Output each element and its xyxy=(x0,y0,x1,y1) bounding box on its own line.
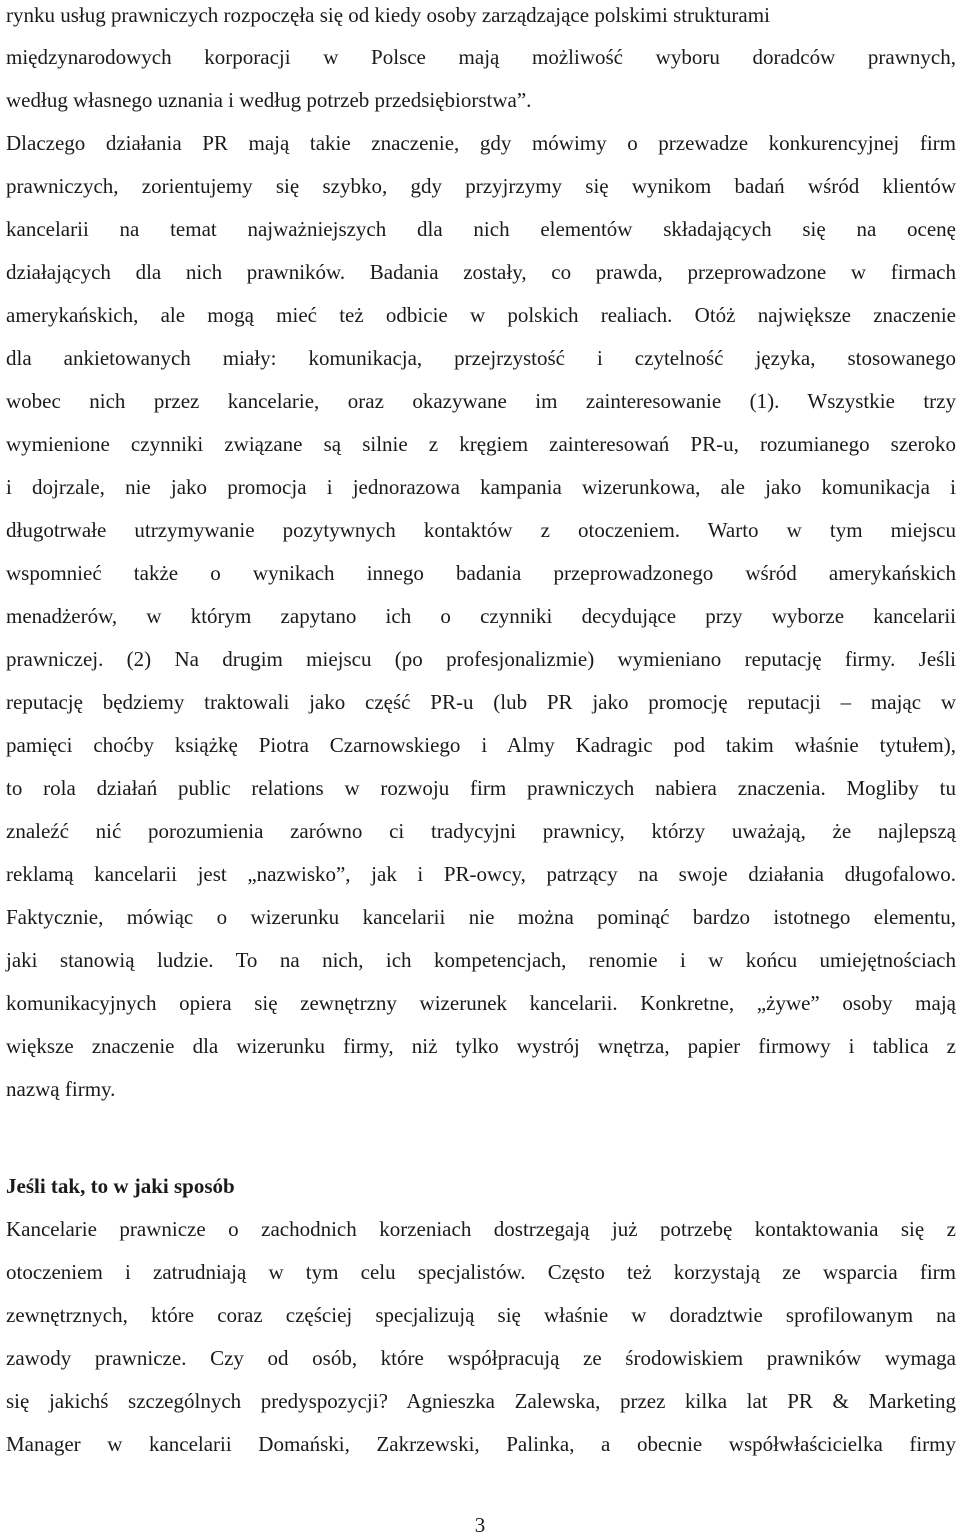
paragraph-line: rynku usług prawniczych rozpoczęła się od kiedy osoby zarządzające polskimi strukturami xyxy=(6,3,770,27)
paragraph-line: jaki stanowią ludzie. To na nich, ich kompetencjach, renomie i w końcu umiejętnościach xyxy=(6,948,956,972)
paragraph-line: się jakichś szczególnych predyspozycji? Agnieszka Zalewska, przez kilka lat PR & Marketing xyxy=(6,1389,956,1413)
paragraph-line: zewnętrznych, które coraz częściej specjalizują się właśnie w doradztwie sprofilowanym na xyxy=(6,1303,956,1327)
paragraph-line: znaleźć nić porozumienia zarówno ci tradycyjni prawnicy, którzy uważają, że najlepszą xyxy=(6,819,956,843)
paragraph-line: według własnego uznania i według potrzeb przedsiębiorstwa”. xyxy=(6,88,532,112)
paragraph-line: Manager w kancelarii Domański, Zakrzewski, Palinka, a obecnie współwłaścicielka firmy xyxy=(6,1432,956,1456)
paragraph-line: większe znaczenie dla wizerunku firmy, niż tylko wystrój wnętrza, papier firmowy i tablica z xyxy=(6,1034,956,1058)
paragraph-line: amerykańskich, ale mogą mieć też odbicie w polskich realiach. Otóż największe znaczenie xyxy=(6,303,956,327)
paragraph-line: wobec nich przez kancelarie, oraz okazywane im zainteresowanie (1). Wszystkie trzy xyxy=(6,389,956,413)
paragraph-line: i dojrzale, nie jako promocja i jednorazowa kampania wizerunkowa, ale jako komunikacja i xyxy=(6,475,956,499)
paragraph-line: dla ankietowanych miały: komunikacja, przejrzystość i czytelność języka, stosowanego xyxy=(6,346,956,370)
paragraph-line: Kancelarie prawnicze o zachodnich korzeniach dostrzegają już potrzebę kontaktowania się z xyxy=(6,1217,956,1241)
paragraph-line: prawniczych, zorientujemy się szybko, gdy przyjrzymy się wynikom badań wśród klientów xyxy=(6,174,956,198)
paragraph-line: wymienione czynniki związane są silnie z kręgiem zainteresowań PR-u, rozumianego szeroko xyxy=(6,432,956,456)
paragraph-line: prawniczej. (2) Na drugim miejscu (po profesjonalizmie) wymieniano reputację firmy. Jeśli xyxy=(6,647,956,671)
paragraph-line: wspomnieć także o wynikach innego badania przeprowadzonego wśród amerykańskich xyxy=(6,561,956,585)
paragraph-line: międzynarodowych korporacji w Polsce mają możliwość wyboru doradców prawnych, xyxy=(6,45,956,69)
paragraph-line: reputację będziemy traktowali jako część PR-u (lub PR jako promocję reputacji – mając w xyxy=(6,690,956,714)
paragraph-line: otoczeniem i zatrudniają w tym celu specjalistów. Często też korzystają ze wsparcia firm xyxy=(6,1260,956,1284)
paragraph-line: Faktycznie, mówiąc o wizerunku kancelarii nie można pominąć bardzo istotnego elementu, xyxy=(6,905,956,929)
paragraph-line: reklamą kancelarii jest „nazwisko”, jak i PR-owcy, patrzący na swoje działania długofalowo. xyxy=(6,862,956,886)
paragraph-line: działających dla nich prawników. Badania zostały, co prawda, przeprowadzone w firmach xyxy=(6,260,956,284)
paragraph-line: menadżerów, w którym zapytano ich o czynniki decydujące przy wyborze kancelarii xyxy=(6,604,956,628)
paragraph-line: zawody prawnicze. Czy od osób, które współpracują ze środowiskiem prawników wymaga xyxy=(6,1346,956,1370)
paragraph-line: pamięci choćby książkę Piotra Czarnowskiego i Almy Kadragic pod takim właśnie tytułem), xyxy=(6,733,956,757)
section-heading: Jeśli tak, to w jaki sposób xyxy=(6,1174,235,1198)
paragraph-line: nazwą firmy. xyxy=(6,1077,116,1101)
paragraph-line: kancelarii na temat najważniejszych dla nich elementów składających się na ocenę xyxy=(6,217,956,241)
paragraph-line: długotrwałe utrzymywanie pozytywnych kontaktów z otoczeniem. Warto w tym miejscu xyxy=(6,518,956,542)
paragraph-line: to rola działań public relations w rozwoju firm prawniczych nabiera znaczenia. Mogliby tu xyxy=(6,776,956,800)
paragraph-line: Dlaczego działania PR mają takie znaczenie, gdy mówimy o przewadze konkurencyjnej firm xyxy=(6,131,956,155)
paragraph-line: komunikacyjnych opiera się zewnętrzny wizerunek kancelarii. Konkretne, „żywe” osoby mają xyxy=(6,991,956,1015)
page-number: 3 xyxy=(474,1513,486,1537)
